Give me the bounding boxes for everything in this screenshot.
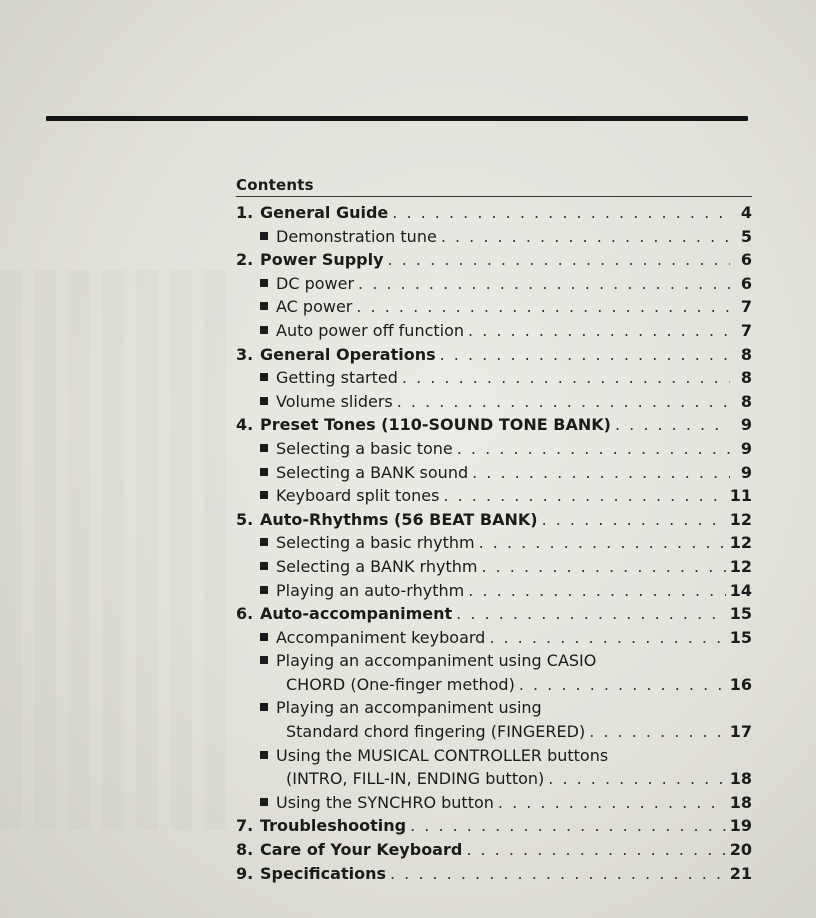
toc-subentry xyxy=(236,366,752,390)
square-bullet-icon xyxy=(260,491,268,499)
entry-title: Playing an auto-rhythm xyxy=(276,580,465,600)
toc-subentry xyxy=(236,649,752,673)
toc-subentry xyxy=(236,272,752,296)
dot-leader xyxy=(402,366,730,390)
dot-leader xyxy=(457,437,730,461)
entry-title: Playing an accompaniment using CASIO xyxy=(276,651,597,671)
square-bullet-icon xyxy=(260,586,268,594)
square-bullet-icon xyxy=(260,444,268,452)
entry-title: Auto-Rhythms (56 BEAT BANK) xyxy=(260,509,538,529)
page-number: 15 xyxy=(729,604,752,624)
square-bullet-icon xyxy=(260,703,268,711)
toc-section-entry xyxy=(236,343,752,367)
page-number: 9 xyxy=(740,415,752,435)
dot-leader xyxy=(615,413,730,437)
dot-leader xyxy=(468,579,726,603)
dot-leader xyxy=(356,295,730,319)
dot-leader xyxy=(542,508,726,532)
page-number: 21 xyxy=(729,863,752,883)
page-number: 7 xyxy=(740,320,752,340)
entry-title: Auto-accompaniment xyxy=(260,604,453,624)
dot-leader xyxy=(388,248,730,272)
toc-subentry xyxy=(236,390,752,414)
entry-title: CHORD (One-finger method) xyxy=(286,674,515,694)
dot-leader xyxy=(489,626,725,650)
toc-subentry xyxy=(236,484,752,508)
toc-subentry xyxy=(236,791,752,815)
page-number: 18 xyxy=(729,792,752,812)
entry-title: General Guide xyxy=(260,203,389,222)
toc-entry-continuation xyxy=(236,767,752,791)
entry-title: Keyboard split tones xyxy=(276,486,440,506)
header-rule xyxy=(46,116,748,121)
toc-subentry xyxy=(236,626,752,650)
page-number: 18 xyxy=(729,769,752,789)
page-number: 11 xyxy=(729,486,752,506)
page-number: 15 xyxy=(729,627,752,647)
square-bullet-icon xyxy=(260,656,268,664)
toc-section-entry xyxy=(236,602,752,626)
dot-leader xyxy=(358,272,730,296)
toc-subentry xyxy=(236,531,752,555)
page-number: 8 xyxy=(740,344,752,364)
square-bullet-icon xyxy=(260,232,268,240)
toc-section-entry xyxy=(236,413,752,437)
toc-subentry xyxy=(236,319,752,343)
toc-section-entry xyxy=(236,862,752,886)
entry-title: Standard chord fingering (FINGERED) xyxy=(286,722,586,742)
entry-title: Demonstration tune xyxy=(276,226,437,246)
entry-title: Preset Tones (110-SOUND TONE BANK) xyxy=(260,415,611,435)
toc-subentry xyxy=(236,295,752,319)
dot-leader xyxy=(468,319,730,343)
section-number: 5. xyxy=(236,509,254,529)
entry-title: Selecting a BANK sound xyxy=(276,462,469,482)
toc-section-entry xyxy=(236,248,752,272)
square-bullet-icon xyxy=(260,798,268,806)
entry-title: Playing an accompaniment using xyxy=(276,698,542,718)
entry-title: Care of Your Keyboard xyxy=(260,840,463,860)
page-number: 14 xyxy=(729,580,752,600)
toc-subentry xyxy=(236,225,752,249)
page-number: 12 xyxy=(729,533,752,553)
section-number: 6. xyxy=(236,604,254,624)
entry-title: Troubleshooting xyxy=(260,816,407,836)
dot-leader xyxy=(589,720,726,744)
page-number: 20 xyxy=(729,840,752,860)
toc-section-entry xyxy=(236,508,752,532)
page-number: 7 xyxy=(740,297,752,317)
toc-subentry xyxy=(236,744,752,768)
toc-subentry xyxy=(236,437,752,461)
dot-leader xyxy=(392,201,730,225)
dot-leader xyxy=(440,343,730,367)
page-number: 12 xyxy=(729,556,752,576)
section-number: 1. xyxy=(236,203,254,222)
dot-leader xyxy=(519,673,726,697)
section-number: 7. xyxy=(236,816,254,836)
section-number: 8. xyxy=(236,840,254,860)
square-bullet-icon xyxy=(260,538,268,546)
dot-leader xyxy=(466,838,725,862)
entry-title: General Operations xyxy=(260,344,436,364)
dot-leader xyxy=(443,484,725,508)
table-of-contents xyxy=(236,174,752,885)
square-bullet-icon xyxy=(260,633,268,641)
toc-title: Contents xyxy=(236,174,752,197)
page-number: 19 xyxy=(729,816,752,836)
toc-entry-continuation xyxy=(236,720,752,744)
entry-title: (INTRO, FILL-IN, ENDING button) xyxy=(286,769,545,789)
dot-leader xyxy=(410,814,726,838)
page-number: 4 xyxy=(740,203,752,222)
dot-leader xyxy=(390,862,726,886)
section-number: 3. xyxy=(236,344,254,364)
toc-section-entry xyxy=(236,814,752,838)
toc-section-entry xyxy=(236,201,752,225)
page-showthrough xyxy=(0,270,230,830)
toc-subentry xyxy=(236,461,752,485)
dot-leader xyxy=(479,531,726,555)
dot-leader xyxy=(456,602,726,626)
square-bullet-icon xyxy=(260,397,268,405)
entry-title: Specifications xyxy=(260,863,386,883)
square-bullet-icon xyxy=(260,468,268,476)
section-number: 9. xyxy=(236,863,254,883)
section-number: 4. xyxy=(236,415,254,435)
entry-title: DC power xyxy=(276,273,355,293)
page-number: 5 xyxy=(740,226,752,246)
entry-title: Selecting a basic rhythm xyxy=(276,533,475,553)
page-number: 16 xyxy=(729,674,752,694)
square-bullet-icon xyxy=(260,562,268,570)
toc-entry-continuation xyxy=(236,673,752,697)
square-bullet-icon xyxy=(260,751,268,759)
page-number: 8 xyxy=(740,391,752,411)
page-number: 17 xyxy=(729,722,752,742)
entry-title: Power Supply xyxy=(260,250,384,270)
entry-title: Selecting a basic tone xyxy=(276,438,453,458)
entry-title: Using the SYNCHRO button xyxy=(276,792,494,812)
square-bullet-icon xyxy=(260,279,268,287)
toc-subentry xyxy=(236,579,752,603)
entry-title: Selecting a BANK rhythm xyxy=(276,556,478,576)
entry-title: Volume sliders xyxy=(276,391,393,411)
toc-section-entry xyxy=(236,838,752,862)
page-number: 12 xyxy=(729,509,752,529)
page-number: 6 xyxy=(740,250,752,270)
dot-leader xyxy=(498,791,726,815)
dot-leader xyxy=(441,225,730,249)
square-bullet-icon xyxy=(260,302,268,310)
toc-subentry xyxy=(236,696,752,720)
entry-title: Auto power off function xyxy=(276,320,465,340)
toc-list xyxy=(236,201,752,885)
dot-leader xyxy=(397,390,730,414)
dot-leader xyxy=(472,461,730,485)
page-number: 6 xyxy=(740,273,752,293)
dot-leader xyxy=(548,767,725,791)
dot-leader xyxy=(481,555,725,579)
page-number: 9 xyxy=(740,462,752,482)
entry-title: Getting started xyxy=(276,368,398,388)
square-bullet-icon xyxy=(260,373,268,381)
square-bullet-icon xyxy=(260,326,268,334)
page-number: 9 xyxy=(740,438,752,458)
page-number: 8 xyxy=(740,368,752,388)
entry-title: AC power xyxy=(276,297,353,317)
entry-title: Using the MUSICAL CONTROLLER buttons xyxy=(276,745,609,765)
toc-subentry xyxy=(236,555,752,579)
section-number: 2. xyxy=(236,250,254,270)
entry-title: Accompaniment keyboard xyxy=(276,627,486,647)
